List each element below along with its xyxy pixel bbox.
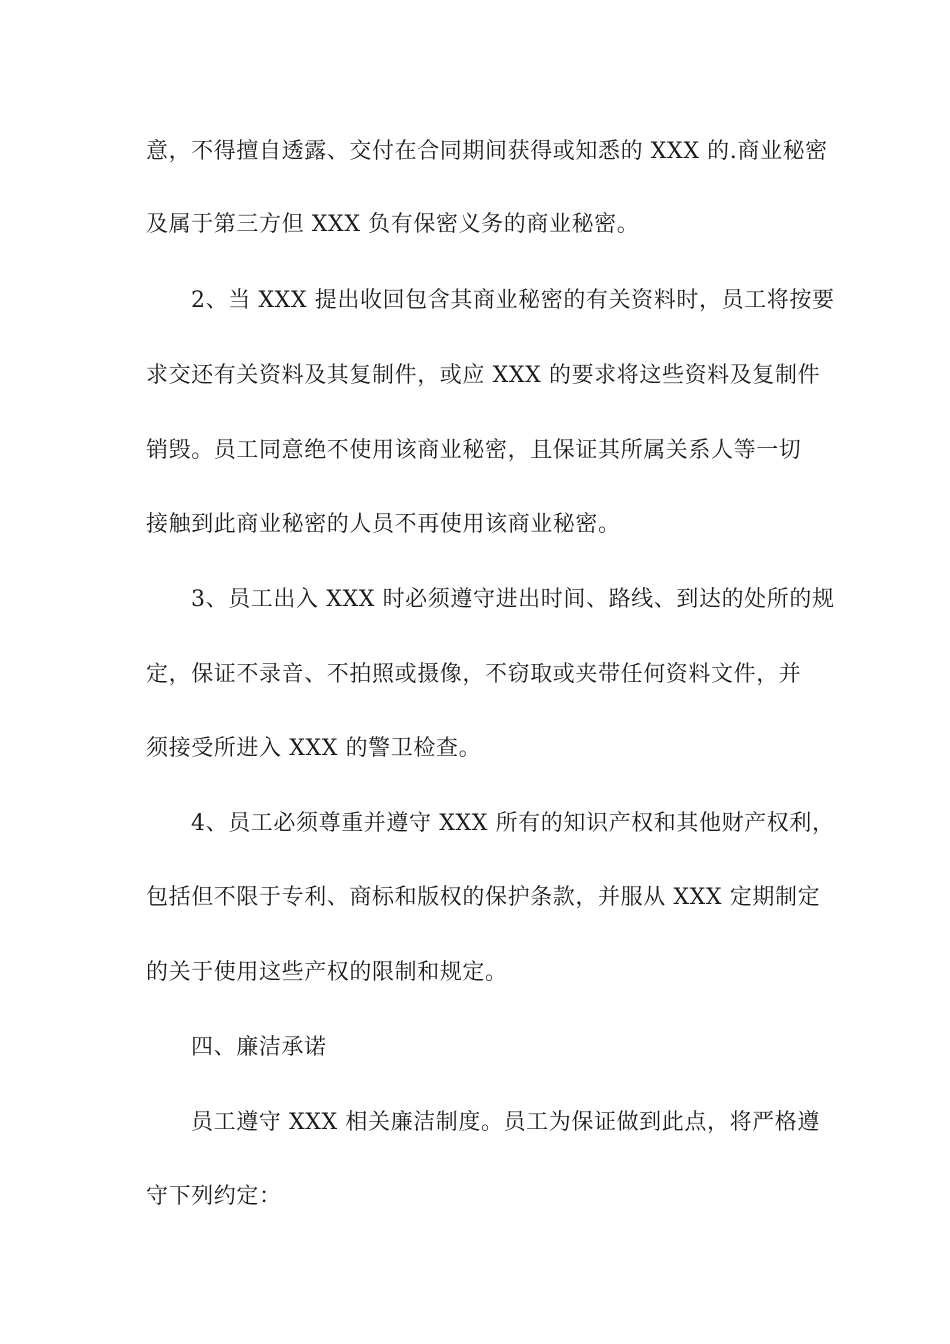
text-line: 守下列约定： [146,1184,282,1209]
text-line: 3、员工出入 XXX 时必须遵守进出时间、路线、到达的处所的规 [191,587,835,612]
text-line: 4、员工必须尊重并遵守 XXX 所有的知识产权和其他财产权利， [191,811,835,836]
text-line: 求交还有关资料及其复制件，或应 XXX 的要求将这些资料及复制件 [146,363,821,388]
text-line: 销毁。员工同意绝不使用该商业秘密，且保证其所属关系人等一切 [146,438,802,463]
text-line: 及属于第三方但 XXX 负有保密义务的商业秘密。 [146,212,640,237]
section-heading: 四、廉洁承诺 [191,1035,327,1060]
text-line: 包括但不限于专利、商标和版权的保护条款，并服从 XXX 定期制定 [146,885,821,910]
text-line: 2、当 XXX 提出收回包含其商业秘密的有关资料时，员工将按要 [191,288,835,313]
text-line: 定，保证不录音、不拍照或摄像，不窃取或夹带任何资料文件，并 [146,662,802,687]
text-line: 须接受所进入 XXX 的警卫检查。 [146,736,482,761]
text-line: 意，不得擅自透露、交付在合同期间获得或知悉的 XXX 的.商业秘密 [146,139,828,164]
text-line: 接触到此商业秘密的人员不再使用该商业秘密。 [146,512,621,537]
text-line: 员工遵守 XXX 相关廉洁制度。员工为保证做到此点，将严格遵 [191,1110,820,1135]
text-line: 的关于使用这些产权的限制和规定。 [146,960,508,985]
